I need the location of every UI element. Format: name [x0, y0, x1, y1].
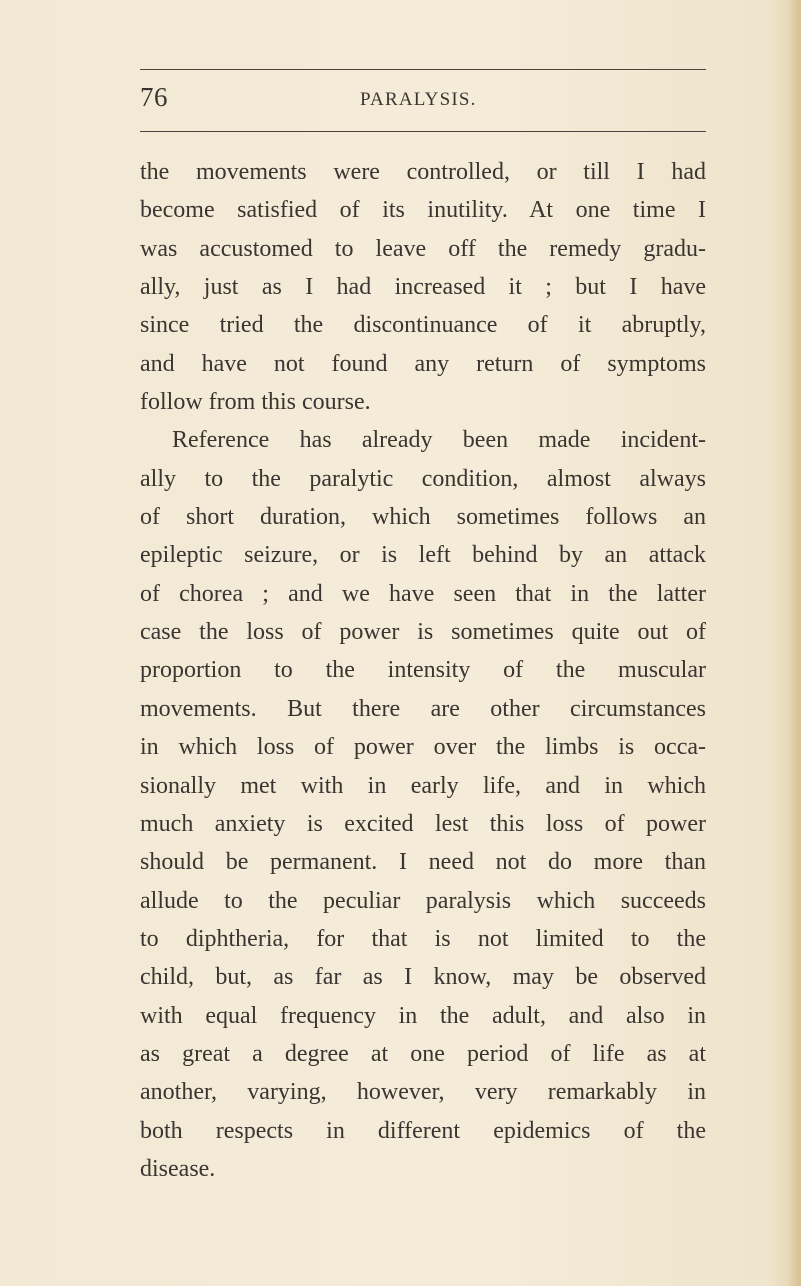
- text-line: sionally met with in early life, and in which: [140, 772, 706, 799]
- text-line: child, but, as far as I know, may be observed: [140, 964, 706, 991]
- text-line: to diphtheria, for that is not limited to the: [140, 925, 706, 952]
- text-line: much anxiety is excited lest this loss of power: [140, 810, 706, 837]
- text-line: of short duration, which sometimes follows an: [140, 504, 706, 531]
- text-line: epileptic seizure, or is left behind by an attack: [140, 542, 706, 569]
- page-number: 76: [140, 82, 168, 112]
- text-line: proportion to the intensity of the muscular: [140, 657, 706, 684]
- text-line: was accustomed to leave off the remedy gradu-: [140, 235, 706, 262]
- text-line: both respects in different epidemics of the: [140, 1117, 706, 1144]
- text-line: Reference has already been made incident-: [172, 427, 706, 454]
- text-line: allude to the peculiar paralysis which succeeds: [140, 887, 706, 914]
- text-line: become satisfied of its inutility. At one time I: [140, 197, 706, 224]
- text-line: the movements were controlled, or till I had: [140, 159, 706, 185]
- header-rule-bottom: [140, 131, 706, 132]
- text-line: as great a degree at one period of life as at: [140, 1040, 706, 1067]
- text-line: ally to the paralytic condition, almost always: [140, 465, 706, 492]
- text-line: movements. But there are other circumstances: [140, 695, 706, 722]
- body-text: [140, 153, 706, 1188]
- text-line: with equal frequency in the adult, and also in: [140, 1002, 706, 1029]
- text-line: ally, just as I had increased it ; but I have: [140, 274, 706, 301]
- running-title: PARALYSIS.: [360, 89, 477, 110]
- text-line: case the loss of power is sometimes quite out of: [140, 619, 706, 646]
- text-line: follow from this course.: [140, 389, 371, 416]
- page-edge-shadow: [787, 0, 801, 1286]
- text-line: and have not found any return of symptoms: [140, 350, 706, 377]
- text-line: disease.: [140, 1155, 216, 1182]
- header-rule-top: [140, 69, 706, 70]
- text-line: since tried the discontinuance of it abruptly,: [140, 312, 706, 339]
- text-line: should be permanent. I need not do more than: [140, 849, 706, 876]
- text-line: of chorea ; and we have seen that in the latter: [140, 580, 706, 607]
- text-line: another, varying, however, very remarkably in: [140, 1079, 706, 1106]
- text-line: in which loss of power over the limbs is occa-: [140, 734, 706, 761]
